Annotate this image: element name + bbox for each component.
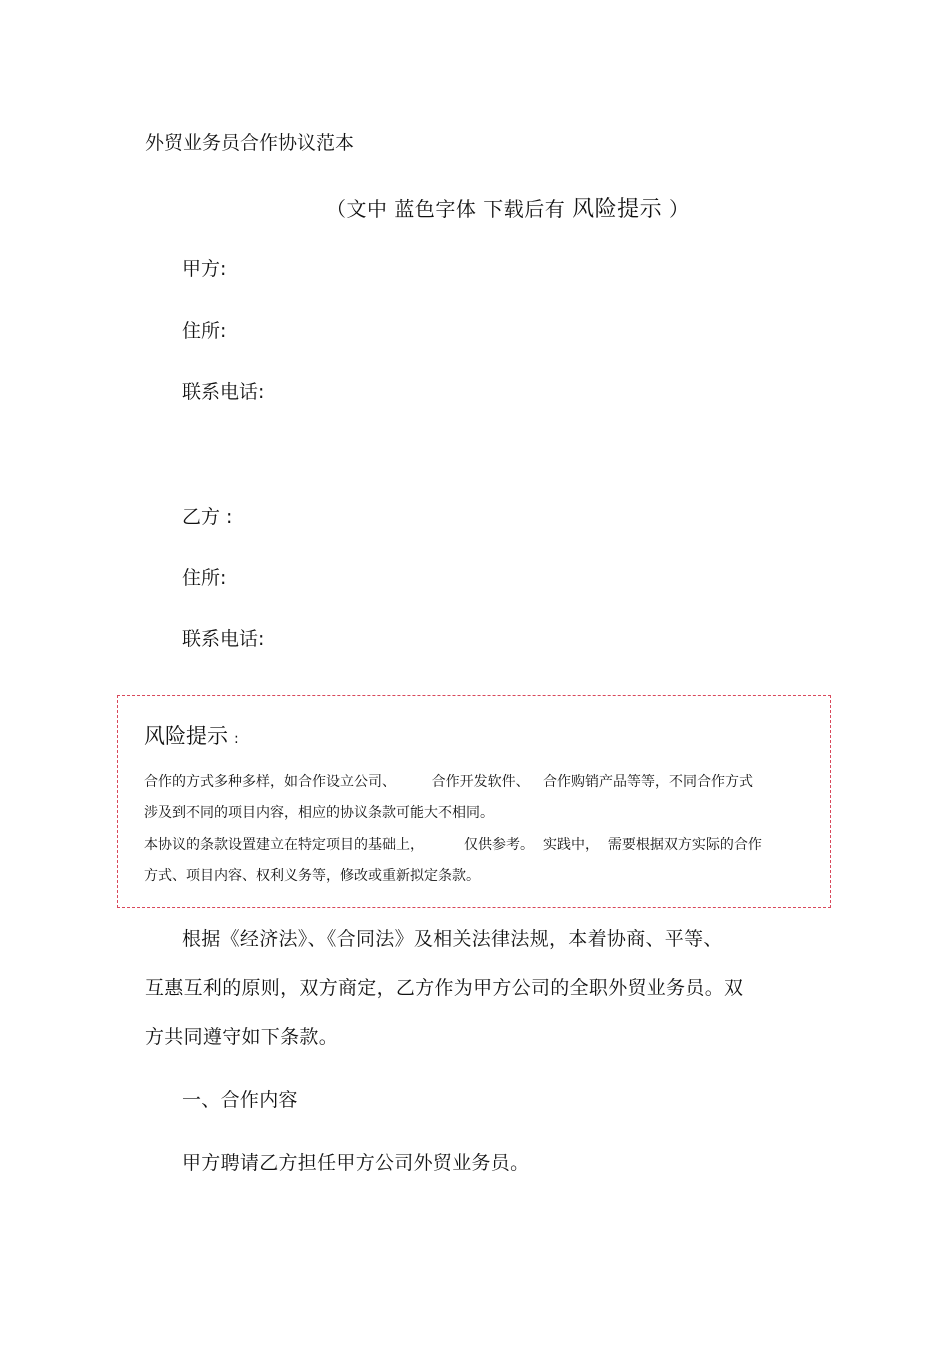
risk-line: 方式、项目内容、权利义务等，修改或重新拟定条款。 [144,868,480,884]
document-subtitle [326,192,689,223]
risk-warning-box [117,695,831,908]
risk-line: 涉及到不同的项目内容，相应的协议条款可能大不相同。 [144,805,494,821]
preamble-line: 根据《经济法》、《合同法》及相关法律法规，本着协商、平等、 [182,928,723,950]
party-b-address-label: 住所: [182,567,227,589]
risk-line: 本协议的条款设置建立在特定项目的基础上， 仅供参考。 实践中， 需要根据双方实际的合作 [144,837,762,853]
party-b-phone-label: 联系电话: [182,628,265,650]
party-a-phone-label: 联系电话: [182,381,265,403]
risk-title-colon: : [234,731,239,747]
risk-line: 合作的方式多种多样，如合作设立公司、 合作开发软件、 合作购销产品等等，不同合作方式 [144,774,753,790]
subtitle-risk-hint: 风险提示 [572,197,663,222]
party-a-label: 甲方: [182,258,227,280]
section-heading: 一、合作内容 [182,1089,298,1111]
preamble-line: 方共同遵守如下条款。 [145,1026,339,1048]
subtitle-part3: ） [668,197,690,221]
section-paragraph: 甲方聘请乙方担任甲方公司外贸业务员。 [182,1152,530,1174]
risk-title [144,720,239,750]
party-a-address-label: 住所: [182,320,227,342]
document-title: 外贸业务员合作协议范本 [145,132,355,154]
party-b-label: 乙方 : [182,506,233,528]
preamble-line: 互惠互利的原则，双方商定，乙方作为甲方公司的全职外贸业务员。双 [145,977,744,999]
subtitle-part1: （文中 蓝色字体 下载后有 [326,197,566,221]
risk-title-text: 风险提示 [144,724,228,748]
